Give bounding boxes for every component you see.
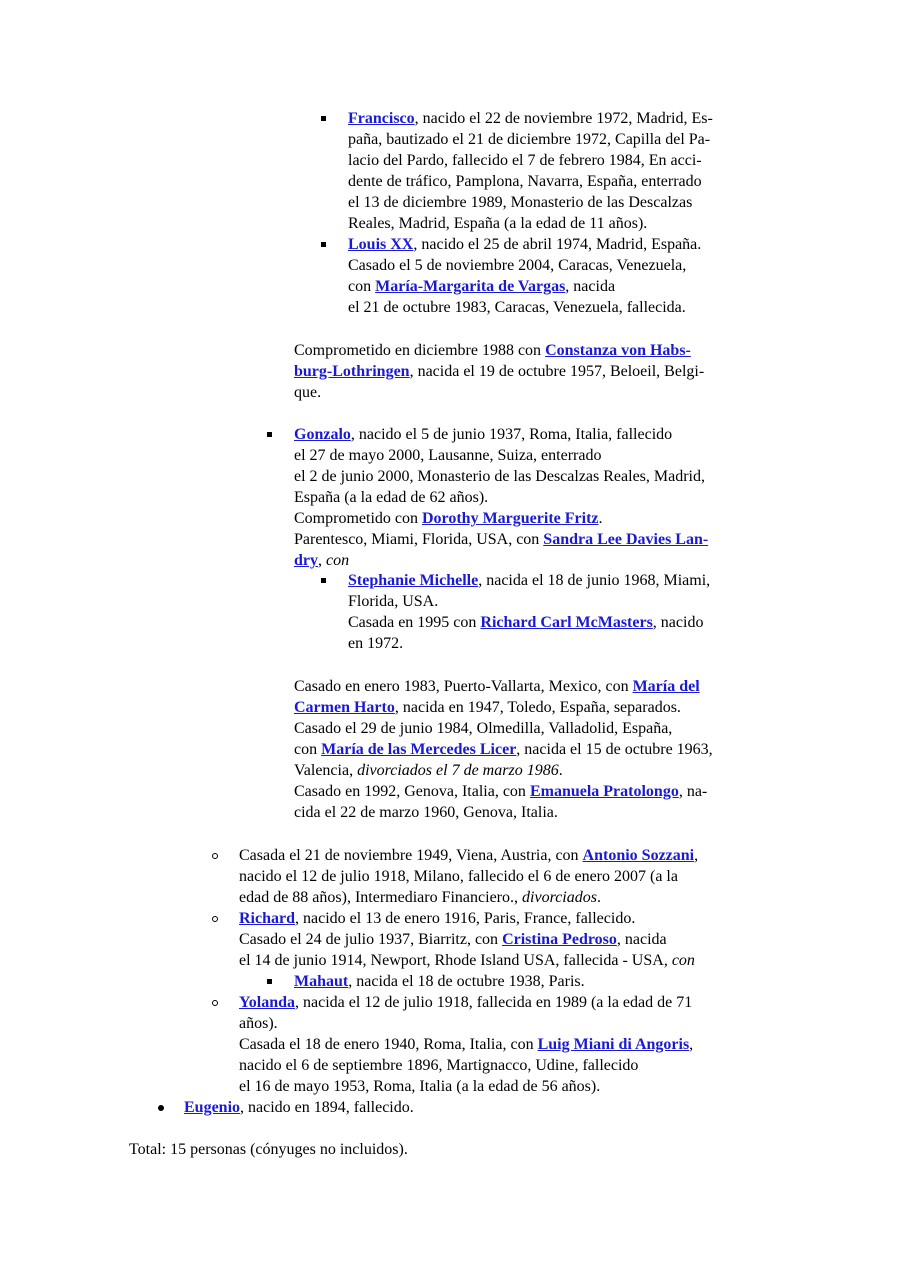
spouse-link[interactable]: María-Margarita de Vargas: [375, 278, 566, 295]
text-line: [294, 508, 603, 529]
list-item-stephanie: [348, 570, 710, 591]
text: , nacida el 19 de octubre 1957, Beloeil, Belgi-: [409, 363, 705, 380]
person-link-mahaut[interactable]: Mahaut: [294, 973, 349, 990]
text: el 14 de junio 1914, Newport, Rhode Island USA, fallecida - USA,: [239, 952, 672, 969]
text: , nacido el 5 de junio 1937, Roma, Italia, fallecido: [350, 426, 673, 443]
text: Comprometido con: [294, 510, 422, 527]
text: con: [671, 952, 695, 969]
list-item-yolanda: [239, 992, 692, 1013]
list-bullet: [212, 916, 218, 922]
text: ,: [689, 1036, 694, 1053]
list-item-mahaut: [294, 971, 585, 992]
text: Casado en enero 1983, Puerto-Vallarta, Mexico, con: [294, 678, 633, 695]
text: Casada en 1995 con: [348, 614, 481, 631]
text-line: lacio del Pardo, fallecido el 7 de febrero 1984, En acci-: [348, 152, 702, 169]
list-item-richard: [239, 908, 635, 929]
text: Comprometido en diciembre 1988 con: [294, 342, 546, 359]
list-bullet: [321, 578, 326, 583]
text-line: Florida, USA.: [348, 593, 439, 610]
spouse-link[interactable]: María de las Mercedes Licer: [321, 741, 517, 758]
text-line: el 16 de mayo 1953, Roma, Italia (a la edad de 56 años).: [239, 1078, 601, 1095]
text-line: cida el 22 de marzo 1960, Genova, Italia.: [294, 804, 558, 821]
text-line: el 21 de octubre 1983, Caracas, Venezuela, fallecida.: [348, 299, 686, 316]
spouse-link[interactable]: Carmen Harto: [294, 699, 395, 716]
text-line: paña, bautizado el 21 de diciembre 1972, Capilla del Pa-: [348, 131, 711, 148]
text: .: [558, 762, 563, 779]
text-line: [294, 697, 681, 718]
text: .: [598, 510, 603, 527]
text: , nacida el 18 de junio 1968, Miami,: [478, 572, 711, 589]
person-link-richard[interactable]: Richard: [239, 910, 295, 927]
text: ,: [318, 552, 326, 569]
spouse-link[interactable]: Antonio Sozzani: [582, 847, 695, 864]
text: ,: [694, 847, 699, 864]
person-link-francisco[interactable]: Francisco: [348, 110, 415, 127]
list-bullet: [158, 1105, 164, 1111]
text-line: nacido el 6 de septiembre 1896, Martignacco, Udine, fallecido: [239, 1057, 639, 1074]
list-bullet: [212, 853, 218, 859]
person-link-yolanda[interactable]: Yolanda: [239, 994, 296, 1011]
text-line: Casado el 29 de junio 1984, Olmedilla, Valladolid, España,: [294, 720, 673, 737]
text: Casada el 21 de noviembre 1949, Viena, Austria, con: [239, 847, 583, 864]
text: , nacida el 12 de julio 1918, fallecida en 1989 (a la edad de 71: [295, 994, 693, 1011]
text: , nacida el 15 de octubre 1963,: [516, 741, 713, 758]
text: , nacida el 18 de octubre 1938, Paris.: [348, 973, 585, 990]
text-line: [239, 1034, 693, 1055]
text: , nacida: [616, 931, 667, 948]
text-line: el 13 de diciembre 1989, Monasterio de las Descalzas: [348, 194, 693, 211]
text: , nacido el 22 de noviembre 1972, Madrid, Es-: [414, 110, 713, 127]
list-bullet: [212, 1000, 218, 1006]
text: Valencia,: [294, 762, 358, 779]
text-line: [239, 929, 667, 950]
text: Casada el 18 de enero 1940, Roma, Italia, con: [239, 1036, 538, 1053]
text-line: [348, 276, 615, 297]
list-item-louis: [348, 234, 701, 255]
text: , nacido: [652, 614, 704, 631]
text-line: años).: [239, 1015, 278, 1032]
text: edad de 88 años), Intermediaro Financiero.,: [239, 889, 523, 906]
text: Casado el 24 de julio 1937, Biarritz, con: [239, 931, 503, 948]
list-item-eugenio: [184, 1097, 414, 1118]
text: con: [294, 741, 322, 758]
text-line: [294, 340, 691, 361]
text-line: Reales, Madrid, España (a la edad de 11 años).: [348, 215, 648, 232]
text-line: [239, 950, 695, 971]
text: , nacida: [565, 278, 616, 295]
text-line: [294, 739, 713, 760]
fiance-link[interactable]: Constanza von Habs-: [545, 342, 691, 359]
text: , nacido el 13 de enero 1916, Paris, France, fallecido.: [295, 910, 636, 927]
text-line: nacido el 12 de julio 1918, Milano, fallecido el 6 de enero 2007 (a la: [239, 868, 678, 885]
list-bullet: [321, 116, 326, 121]
text: divorciados el 7 de marzo 1986: [357, 762, 559, 779]
text-line: [294, 361, 704, 382]
spouse-link[interactable]: Cristina Pedroso: [502, 931, 617, 948]
list-item-marriage-1949: [239, 845, 698, 866]
partner-link[interactable]: Sandra Lee Davies Lan-: [543, 531, 709, 548]
text-line: [294, 550, 349, 571]
text-line: [294, 676, 700, 697]
text: , nacido el 25 de abril 1974, Madrid, España.: [413, 236, 702, 253]
spouse-link[interactable]: María del: [632, 678, 700, 695]
person-link-eugenio[interactable]: Eugenio: [184, 1099, 241, 1116]
text-line: dente de tráfico, Pamplona, Navarra, España, enterrado: [348, 173, 702, 190]
text: divorciados: [522, 889, 597, 906]
person-link-gonzalo[interactable]: Gonzalo: [294, 426, 351, 443]
text: con: [326, 552, 350, 569]
text-line: [294, 529, 708, 550]
text: Casado en 1992, Genova, Italia, con: [294, 783, 530, 800]
list-item-francisco: [348, 108, 713, 129]
text: , nacida en 1947, Toledo, España, separados.: [394, 699, 681, 716]
spouse-link[interactable]: Richard Carl McMasters: [480, 614, 653, 631]
text: con: [348, 278, 376, 295]
text: .: [596, 889, 601, 906]
text-line: el 2 de junio 2000, Monasterio de las Descalzas Reales, Madrid,: [294, 468, 705, 485]
text-line: [348, 612, 703, 633]
text-line: en 1972.: [348, 635, 404, 652]
list-bullet: [267, 432, 272, 437]
person-link-stephanie[interactable]: Stephanie Michelle: [348, 572, 479, 589]
list-bullet: [267, 979, 272, 984]
partner-link[interactable]: dry: [294, 552, 318, 569]
spouse-link[interactable]: Luig Miani di Angoris: [537, 1036, 690, 1053]
person-link-louis[interactable]: Louis XX: [348, 236, 414, 253]
text-line: el 27 de mayo 2000, Lausanne, Suiza, enterrado: [294, 447, 602, 464]
text-line: [239, 887, 601, 908]
text-line: que.: [294, 384, 322, 401]
text: , na-: [678, 783, 708, 800]
list-item-gonzalo: [294, 424, 672, 445]
text-line: España (a la edad de 62 años).: [294, 489, 489, 506]
total-summary: Total: 15 personas (cónyuges no incluidos).: [129, 1141, 408, 1158]
text-line: [294, 760, 563, 781]
list-bullet: [321, 242, 326, 247]
text-line: Casado el 5 de noviembre 2004, Caracas, Venezuela,: [348, 257, 687, 274]
text-line: [294, 781, 707, 802]
fiance-link[interactable]: Dorothy Marguerite Fritz: [421, 510, 599, 527]
text: Parentesco, Miami, Florida, USA, con: [294, 531, 544, 548]
fiance-link[interactable]: burg-Lothringen: [294, 363, 410, 380]
text: , nacido en 1894, fallecido.: [240, 1099, 414, 1116]
spouse-link[interactable]: Emanuela Pratolongo: [529, 783, 679, 800]
